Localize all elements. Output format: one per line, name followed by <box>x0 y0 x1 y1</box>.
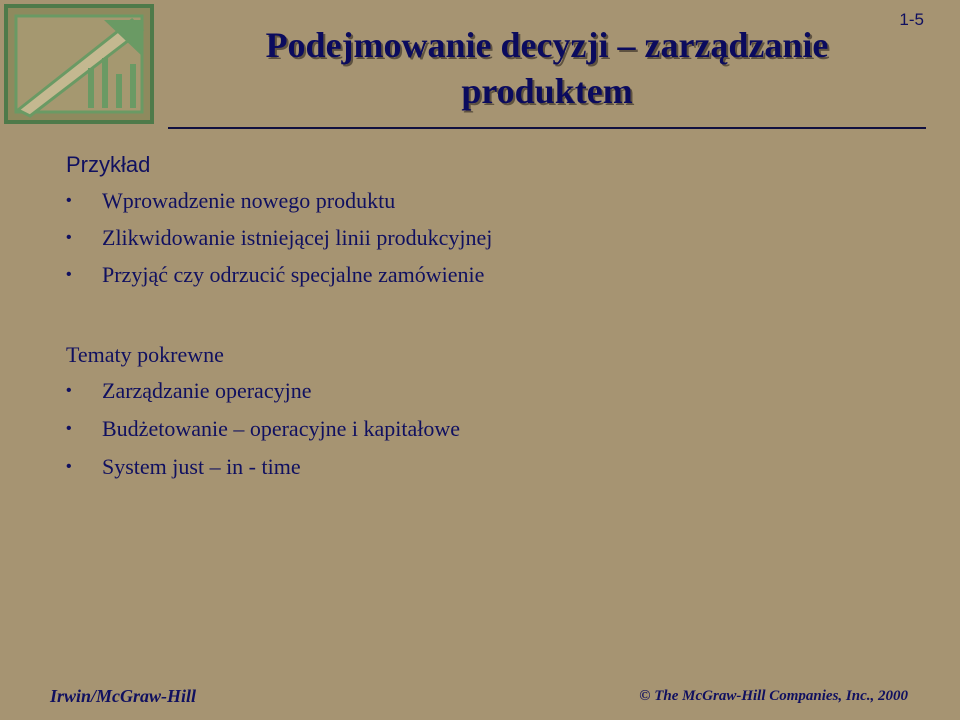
list-item: • System just – in - time <box>66 448 460 486</box>
section-example <box>66 150 492 293</box>
example-list <box>66 182 492 293</box>
slide-title-line-2: produktem <box>461 71 633 111</box>
bullet-dot-icon: • <box>66 458 72 475</box>
bullet-dot-icon: • <box>66 192 72 209</box>
title-divider <box>168 127 926 129</box>
slide-title-line-1: Podejmowanie decyzji – zarządzanie <box>265 25 829 65</box>
list-item: • Zlikwidowanie istniejącej linii produkcyjnej <box>66 219 492 256</box>
section-heading-example: Przykład <box>66 152 151 177</box>
bullet-dot-icon: • <box>66 382 72 399</box>
bullet-dot-icon: • <box>66 420 72 437</box>
bullet-dot-icon: • <box>66 229 72 246</box>
rising-chart-logo-icon <box>4 4 154 124</box>
list-item: • Zarządzanie operacyjne <box>66 372 460 410</box>
footer-copyright: © The McGraw-Hill Companies, Inc., 2000 <box>639 688 908 704</box>
list-item: • Budżetowanie – operacyjne i kapitałowe <box>66 410 460 448</box>
bullet-dot-icon: • <box>66 266 72 283</box>
section-heading-related-topics: Tematy pokrewne <box>66 342 224 367</box>
list-item: • Wprowadzenie nowego produktu <box>66 182 492 219</box>
related-topics-list <box>66 372 460 486</box>
list-item: • Przyjąć czy odrzucić specjalne zamówienie <box>66 256 492 293</box>
slide-title <box>172 22 922 114</box>
footer-publisher: Irwin/McGraw-Hill <box>50 686 197 706</box>
section-related-topics <box>66 340 460 486</box>
slide-number: 1-5 <box>899 10 924 29</box>
